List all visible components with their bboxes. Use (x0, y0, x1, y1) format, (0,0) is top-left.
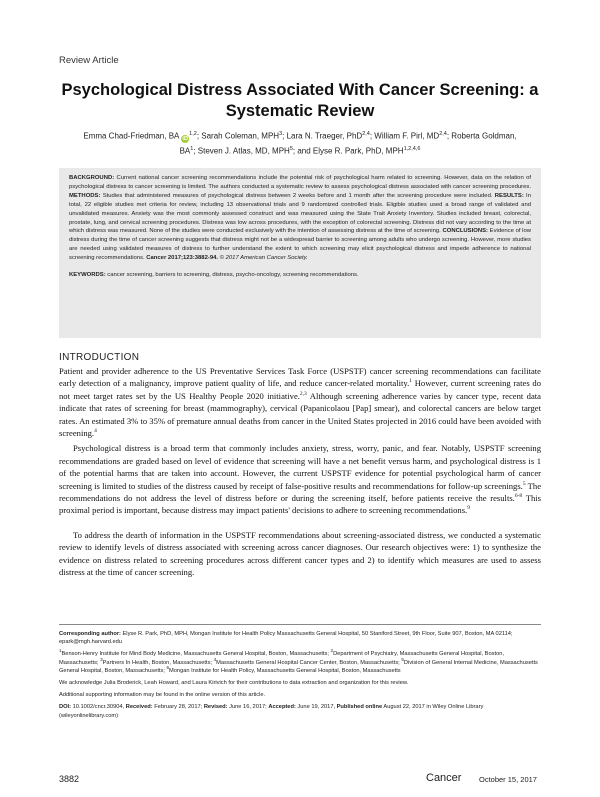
article-type-label: Review Article (59, 55, 119, 66)
journal-name: Cancer (426, 772, 462, 784)
author-affiliation-ref: 2,4 (362, 131, 370, 137)
revised-date: June 16, 2017; (227, 704, 269, 711)
abstract-methods: Studies that administered measures of psychological distress between 2 weeks before and 1 month after the screening procedure were included. (100, 192, 495, 199)
footnotes (59, 624, 541, 724)
body-paragraph: To address the dearth of information in the USPSTF recommendations about screening-associated distress, we conducted a systematic review to identify levels of distress associated with screening across cancer diagnoses. Our research objectives were: 1) to synthesize the evidence on distress related to screening procedures across different cancer types and 2) to identify which measures are used to assess distress at the time of cancer screening. (59, 529, 541, 578)
corresponding-author-note (59, 630, 541, 646)
page-number: 3882 (59, 774, 80, 784)
revised-label: Revised: (203, 704, 228, 711)
citation-ref[interactable]: 2,3 (299, 390, 307, 397)
abstract-background: Current national cancer screening recommendations include the potential risk of psychological harm related to screening. However, data on the relation of psychological distress to cancer screening is limited. The authors conducted a systematic review to assess psychological distress associated with cancer screening procedures. (69, 175, 531, 190)
abstract-copyright: © 2017 American Cancer Society. (218, 255, 308, 262)
affiliation-text: Benson-Henry Institute for Mind Body Medicine, Massachusetts General Hospital, Boston, Massachusetts; (61, 651, 331, 658)
citation-ref[interactable]: 5 (522, 480, 526, 487)
body-text-span: This proximal period is important, because distress may impact patients' decisions to adhere to screening recommendations. (59, 493, 541, 516)
body-text-span: Although screening adherence varies by cancer type, recent data indicate that rates of screening for breast (mammography), cervical (Papanicolaou [Pap] smear), and colorectal cancers are below target rates. An estimated 3% to 35% of premature annual deaths from cancer in the United States projected in 2016 could have been avoided with screening. (59, 390, 541, 439)
issue-date: October 15, 2017 (479, 775, 537, 784)
corresponding-author-label: Corresponding author: (59, 631, 121, 637)
abstract-conclusions: Evidence of low distress during the time of cancer screening suggests that distress might not be a widespread barrier to screening among adults who undergo screening. However, more studies are needed using validated measures of distress to further understand the extent to which screening may elicit psychological distress and impede adherence to national screening recommendations. (69, 228, 531, 262)
affiliation-text: Department of Psychiatry, Massachusetts General Hospital, Boston, Massachusetts; (59, 651, 504, 666)
author-name: ; Steven J. Atlas, MD, MPH (193, 146, 290, 156)
accepted-date: June 19, 2017, (295, 704, 337, 711)
keywords-list: cancer screening, barriers to screening, distress, psycho-oncology, screening recommendations. (105, 272, 359, 279)
author-name: ; Lara N. Traeger, PhD (282, 131, 363, 141)
affiliation-text: Mongan Institute for Health Policy, Massachusetts General Hospital, Boston, Massachusetts (169, 667, 401, 674)
doi-value[interactable]: 10.1002/cncr.30904, (71, 704, 126, 711)
citation-ref[interactable]: 1 (409, 378, 412, 385)
author-name: ; Sarah Coleman, MPH (196, 131, 280, 141)
keywords-label: KEYWORDS: (69, 272, 106, 279)
author-affiliation-ref: 1,2,4,6 (403, 145, 421, 152)
affiliation-number: 2 (330, 648, 334, 654)
abstract-conclusions-label: CONCLUSIONS: (442, 228, 488, 235)
abstract-citation: Cancer 2017;123:3882-94. (146, 255, 219, 262)
abstract-results: In total, 22 eligible studies met criteria for review, including 13 observational trials and 9 randomized controlled trials. Eligible studies used a broad range of validated and unvalidated measures. Anxiety was the most commonly assessed construct and was measured using the State Trait Anxiety Inventory. Studies included breast, colorectal, prostate, lung, and cervical screening procedures. Distress was low across procedures, with the exception of colorectal screening. Distress did not vary according to the time at which distress was measured. None of the studies were conducted exclusively with the intention of assessing distress at the time of screening. (69, 192, 531, 235)
abstract-methods-label: METHODS: (69, 192, 101, 199)
author-affiliation-ref: 1,2 (189, 131, 197, 137)
abstract-text (69, 174, 531, 263)
keywords (69, 271, 531, 280)
author-affiliation-ref: 1 (190, 145, 194, 152)
author-list (78, 128, 522, 157)
affiliation-number: 4 (213, 656, 217, 662)
abstract-box (59, 168, 541, 338)
body-paragraph (59, 365, 541, 439)
author-affiliation-ref: 5 (289, 145, 293, 152)
affiliation-text: Partners In Health, Boston, Massachusetts; (102, 659, 214, 666)
publication-dates-note (59, 703, 541, 719)
affiliation-number: 1 (59, 648, 62, 654)
citation-ref[interactable]: 6-8 (514, 493, 523, 500)
body-text-span: Psychological distress is a broad term that commonly includes anxiety, stress, worry, panic, and fear. Notably, USPSTF screening recommendations are graded based on level of evidence that screening will have a net benefit versus harm, and psychological distress is 1 of the potential harms that are taken into account. However, the current USPSTF evidence for potential psychological harm of cancer screening is limited to studies of the distress caused by receipt of false-positive results and recommendations for follow-up screenings. (59, 443, 541, 491)
affiliations-note (59, 650, 541, 675)
affiliation-text: Division of General Internal Medicine, Massachusetts General Hospital, Boston, Massachusetts; (59, 659, 538, 674)
abstract-results-label: RESULTS: (494, 192, 524, 199)
published-label: Published online (336, 704, 383, 711)
acknowledgment-note: We acknowledge Julia Broderick, Leah Howard, and Laura Kirivich for their contributions to data extraction and organization for this review. (59, 680, 409, 687)
author-name: ; William F. Pirl, MD (369, 131, 440, 141)
introduction-body (59, 365, 541, 579)
received-date: February 28, 2017; (152, 704, 204, 711)
body-paragraph (59, 442, 541, 516)
affiliation-number: 6 (166, 664, 169, 670)
body-text-span: The recommendations do not address the level of distress before or during the screening itself, before patients receive the results. (59, 480, 542, 504)
article-title: Psychological Distress Associated With Cancer Screening: a Systematic Review (61, 81, 539, 120)
doi-label: DOI: (59, 704, 72, 711)
author-name: ; and Elyse R. Park, PhD, MPH (292, 146, 404, 156)
section-heading-introduction: INTRODUCTION (59, 352, 140, 363)
body-text-span: Patient and provider adherence to the US Preventative Services Task Force (USPSTF) cancer screening recommendations can facilitate early detection of a malignancy, improve patient quality of life, and reduce cancer-related mortality. (59, 366, 541, 389)
affiliation-number: 3 (100, 656, 103, 662)
citation-ref[interactable]: 4 (94, 428, 97, 435)
citation-ref[interactable]: 9 (467, 505, 470, 512)
author-name: Emma Chad-Friedman, BA (83, 131, 179, 141)
affiliation-number: 5 (401, 656, 404, 662)
author-name: ; Roberta Goldman, BA (179, 131, 517, 156)
accepted-label: Accepted: (268, 704, 296, 711)
received-label: Received: (125, 704, 153, 711)
corresponding-author-details: Elyse R. Park, PhD, MPH, Mongan Institute for Health Policy Massachusetts General Hospital, 50 Staniford Street, 9th Floor, Suite 907, Boston, MA 02114; epark@mgh.harvard.edu (59, 631, 513, 646)
published-date: August 22, 2017 in Wiley Online Library (wileyonlinelibrary.com) (59, 704, 484, 719)
author-affiliation-ref: 2,4 (439, 131, 447, 137)
supporting-info-note: Additional supporting information may be found in the online version of this article. (59, 692, 266, 699)
affiliation-text: Massachusetts General Hospital Cancer Center, Boston, Massachusetts; (216, 659, 402, 666)
body-text-span: However, current screening rates do not meet target rates set by the US Healthy People 2020 initiative. (59, 378, 541, 401)
orcid-icon[interactable]: iD (182, 135, 188, 142)
author-affiliation-ref: 3 (279, 131, 283, 137)
abstract-background-label: BACKGROUND: (69, 175, 115, 181)
